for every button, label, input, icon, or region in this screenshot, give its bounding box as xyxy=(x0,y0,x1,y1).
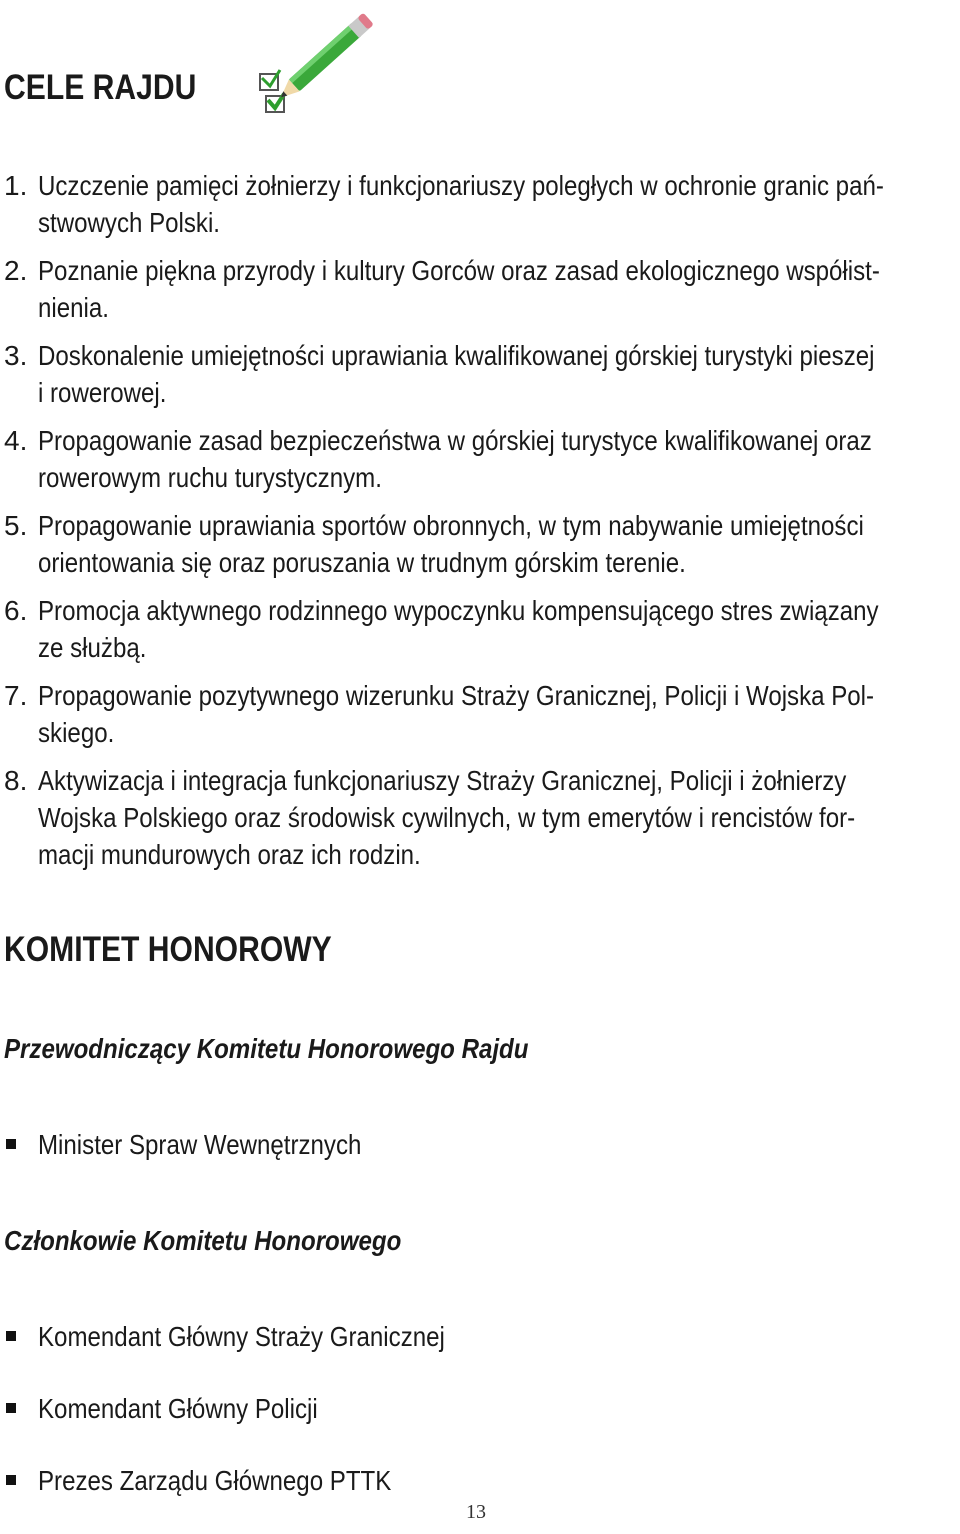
list-item xyxy=(0,1318,960,1390)
goal-number: 1. xyxy=(4,170,28,201)
goal-line: macji mundurowych oraz ich rodzin. xyxy=(38,839,421,870)
square-bullet-icon xyxy=(6,1475,16,1485)
page-number: 13 xyxy=(466,1501,486,1523)
goal-line: Poznanie piękna przyrody i kultury Gorców oraz zasad ekologicznego współist- xyxy=(38,255,880,286)
przewodniczacy-list xyxy=(0,1126,960,1198)
goal-line: skiego. xyxy=(38,717,115,748)
goal-line: rowerowym ruchu turystycznym. xyxy=(38,462,382,493)
square-bullet-icon xyxy=(6,1331,16,1341)
goal-item xyxy=(0,507,960,592)
goal-line: Promocja aktywnego rodzinnego wypoczynku kompensującego stres związany xyxy=(38,595,879,626)
list-item-text: Komendant Główny Straży Granicznej xyxy=(38,1321,445,1352)
goal-line: Propagowanie uprawiania sportów obronnych, w tym nabywanie umiejętności xyxy=(38,510,864,541)
goals-list xyxy=(0,167,960,874)
goal-line: i rowerowej. xyxy=(38,377,167,408)
goal-line: Propagowanie pozytywnego wizerunku Straży Granicznej, Policji i Wojska Pol- xyxy=(38,680,875,711)
goal-line: Aktywizacja i integracja funkcjonariuszy Straży Granicznej, Policji i żołnierzy xyxy=(38,765,847,796)
goal-number: 5. xyxy=(4,510,28,541)
square-bullet-icon xyxy=(6,1403,16,1413)
subheading-czlonkowie: Członkowie Komitetu Honorowego xyxy=(4,1225,402,1256)
goal-line: Uczczenie pamięci żołnierzy i funkcjonariuszy poległych w ochronie granic pań- xyxy=(38,170,884,201)
goal-number: 3. xyxy=(4,340,28,371)
list-item xyxy=(0,1126,960,1198)
goal-item xyxy=(0,762,960,874)
goal-item xyxy=(0,337,960,422)
goal-item xyxy=(0,252,960,337)
goal-line: stwowych Polski. xyxy=(38,207,220,238)
goal-number: 8. xyxy=(4,765,28,796)
goal-line: orientowania się oraz poruszania w trudnym górskim terenie. xyxy=(38,547,686,578)
checklist-pencil-icon xyxy=(248,4,388,122)
goal-item xyxy=(0,677,960,762)
goal-line: Doskonalenie umiejętności uprawiania kwalifikowanej górskiej turystyki pieszej xyxy=(38,340,875,371)
goal-item xyxy=(0,592,960,677)
subheading-przewodniczacy: Przewodniczący Komitetu Honorowego Rajdu xyxy=(4,1033,529,1064)
goal-line: nienia. xyxy=(38,292,109,323)
list-item-text: Prezes Zarządu Głównego PTTK xyxy=(38,1465,392,1496)
section-title-cele: CELE RAJDU xyxy=(4,68,197,107)
goal-number: 7. xyxy=(4,680,28,711)
goal-number: 6. xyxy=(4,595,28,626)
goal-number: 4. xyxy=(4,425,28,456)
goal-item xyxy=(0,422,960,507)
goal-line: Propagowanie zasad bezpieczeństwa w górskiej turystyce kwalifikowanej oraz xyxy=(38,425,872,456)
list-item-text: Minister Spraw Wewnętrznych xyxy=(38,1129,362,1160)
goal-item xyxy=(0,167,960,252)
list-item xyxy=(0,1390,960,1462)
list-item-text: Komendant Główny Policji xyxy=(38,1393,318,1424)
goal-number: 2. xyxy=(4,255,28,286)
square-bullet-icon xyxy=(6,1139,16,1149)
section-title-komitet: KOMITET HONOROWY xyxy=(4,930,332,969)
goal-line: ze służbą. xyxy=(38,632,147,663)
goal-line: Wojska Polskiego oraz środowisk cywilnych, w tym emerytów i rencistów for- xyxy=(38,802,856,833)
